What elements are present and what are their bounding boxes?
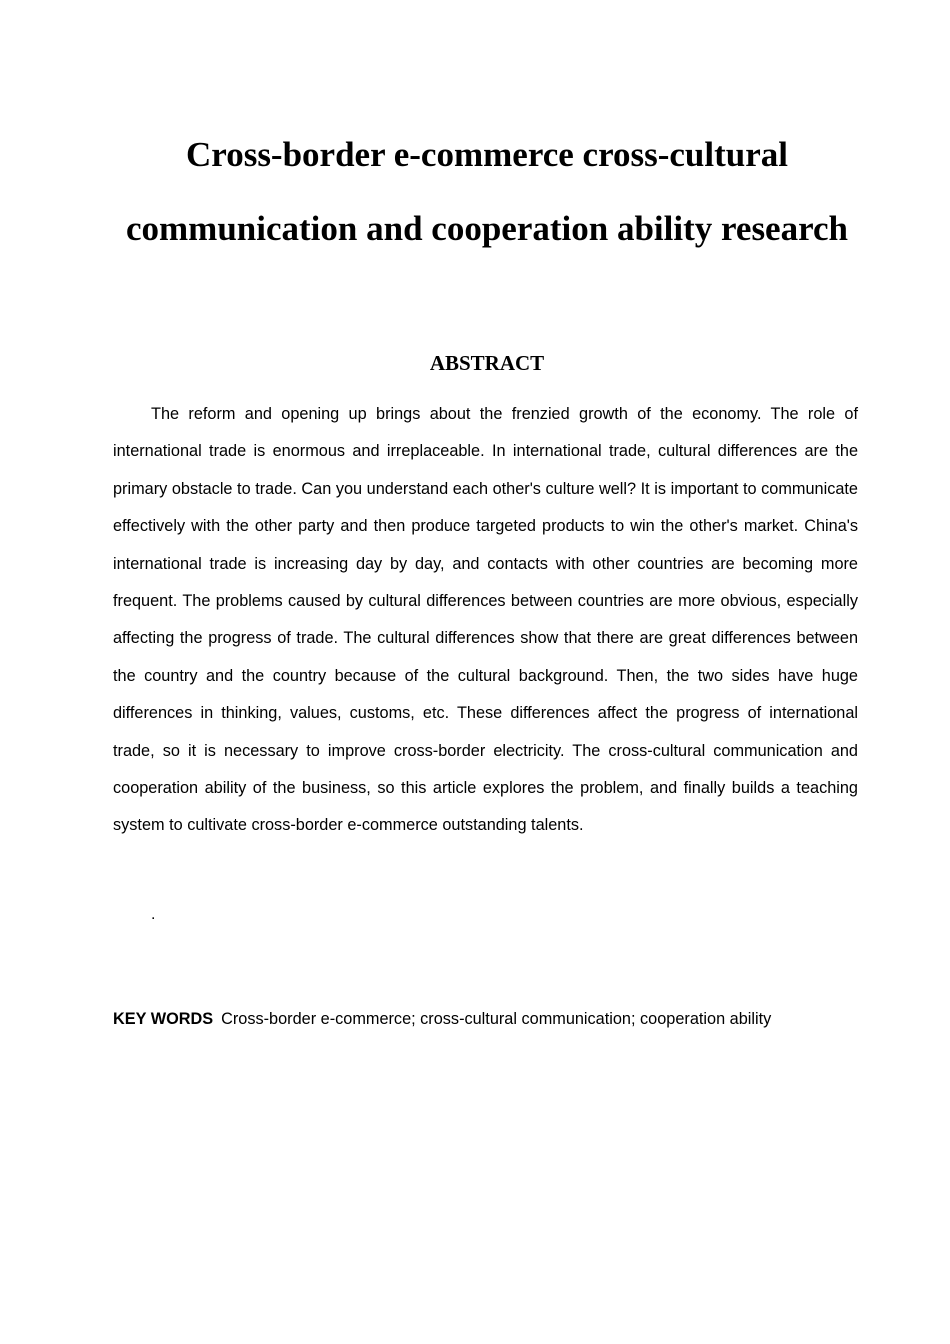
paper-title-line-2: communication and cooperation ability research [125,209,848,248]
abstract-paragraph: The reform and opening up brings about the frenzied growth of the economy. The role of international trade is enormous and irreplaceable. In international trade, cultural differences are the primary obstacle to trade. Can you understand each other's culture well? It is important to communicate effectively with the other party and then produce targeted products to win the other's market. China's international trade is increasing day by day, and contacts with other countries are becoming more frequent. The problems caused by cultural differences between countries are more obvious, especially affecting the progress of trade. The cultural differences show that there are great differences between the country and the country because of the cultural background. Then, the two sides have huge differences in thinking, values, customs, etc. These differences affect the progress of international trade, so it is necessary to improve cross-border electricity. The cross-cultural communication and cooperation ability of the business, so this article explores the problem, and finally builds a teaching system to cultivate cross-border e-commerce outstanding talents. [113,405,858,835]
keywords-line [113,1005,873,1033]
paper-title [90,118,884,266]
paper-title-line-1: Cross-border e-commerce cross-cultural [186,135,788,174]
keywords-label: KEY WORDS [113,1010,214,1028]
keywords-text: Cross-border e-commerce; cross-cultural communication; cooperation ability [221,1010,772,1028]
stray-period: . [151,906,156,923]
abstract-heading: ABSTRACT [429,351,545,375]
